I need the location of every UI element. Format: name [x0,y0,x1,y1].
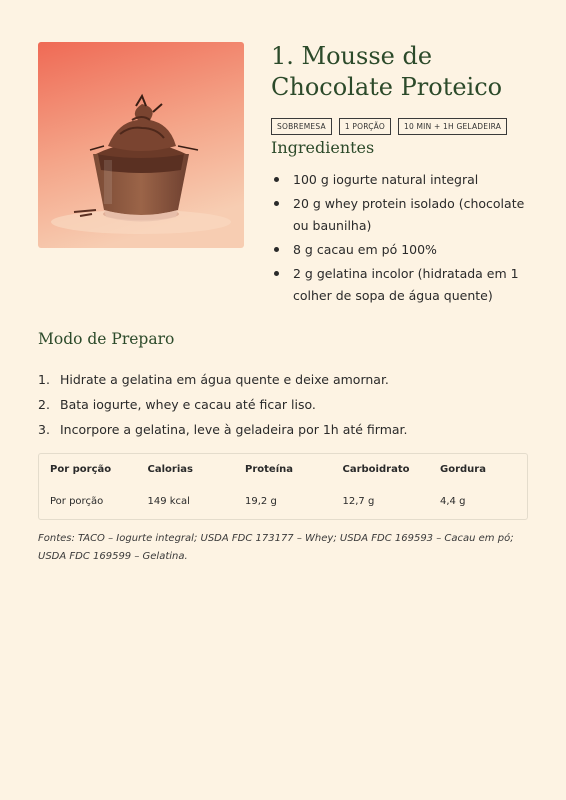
prep-steps-list [38,367,408,442]
nutrition-data-row [50,496,538,507]
data-cell: 149 kcal [147,496,190,507]
ingredients-list [271,169,533,309]
header-cell: Carboidrato [342,464,410,475]
data-cell: 19,2 g [245,496,277,507]
data-cell: Por porção [50,496,104,507]
prep-step [38,392,408,417]
step-text: Hidrate a gelatina em água quente e deixe amornar. [60,372,389,387]
header-cell: Proteína [245,464,293,475]
header-cell: Calorias [147,464,193,475]
tag-servings: 1 PORÇÃO [339,118,391,135]
step-number: 2. [38,397,50,412]
prep-step [38,417,408,442]
data-cell: 12,7 g [342,496,375,507]
tag-category: SOBREMESA [271,118,332,135]
header-cell: Por porção [50,464,112,475]
recipe-photo [38,42,244,248]
recipe-tags [271,118,507,135]
step-text: Incorpore a gelatina, leve à geladeira por 1h até firmar. [60,422,408,437]
prep-step [38,367,408,392]
ingredient-item: 2 g gelatina incolor (hidratada em 1 colher de sopa de água quente) [271,263,533,307]
recipe-title: 1. Mousse de Chocolate Proteico [271,42,503,101]
data-cell: 4,4 g [440,496,466,507]
nutrition-header-row [50,464,538,475]
header-cell: Gordura [440,464,486,475]
ingredient-item: 100 g iogurte natural integral [271,169,533,191]
step-number: 1. [38,372,50,387]
step-text: Bata iogurte, whey e cacau até ficar liso. [60,397,316,412]
ingredients-heading: Ingredientes [271,138,375,157]
step-number: 3. [38,422,50,437]
mousse-image [38,42,244,248]
sources-note: Fontes: TACO – Iogurte integral; USDA FDC 173177 – Whey; USDA FDC 169593 – Cacau em pó; USDA FDC 169599 – Gelatina. [38,533,514,562]
ingredient-item: 20 g whey protein isolado (chocolate ou baunilha) [271,193,533,237]
ingredient-item: 8 g cacau em pó 100% [271,239,533,261]
prep-heading: Modo de Preparo [38,330,175,348]
tag-time: 10 MIN + 1H GELADEIRA [398,118,507,135]
nutrition-table [38,453,528,520]
